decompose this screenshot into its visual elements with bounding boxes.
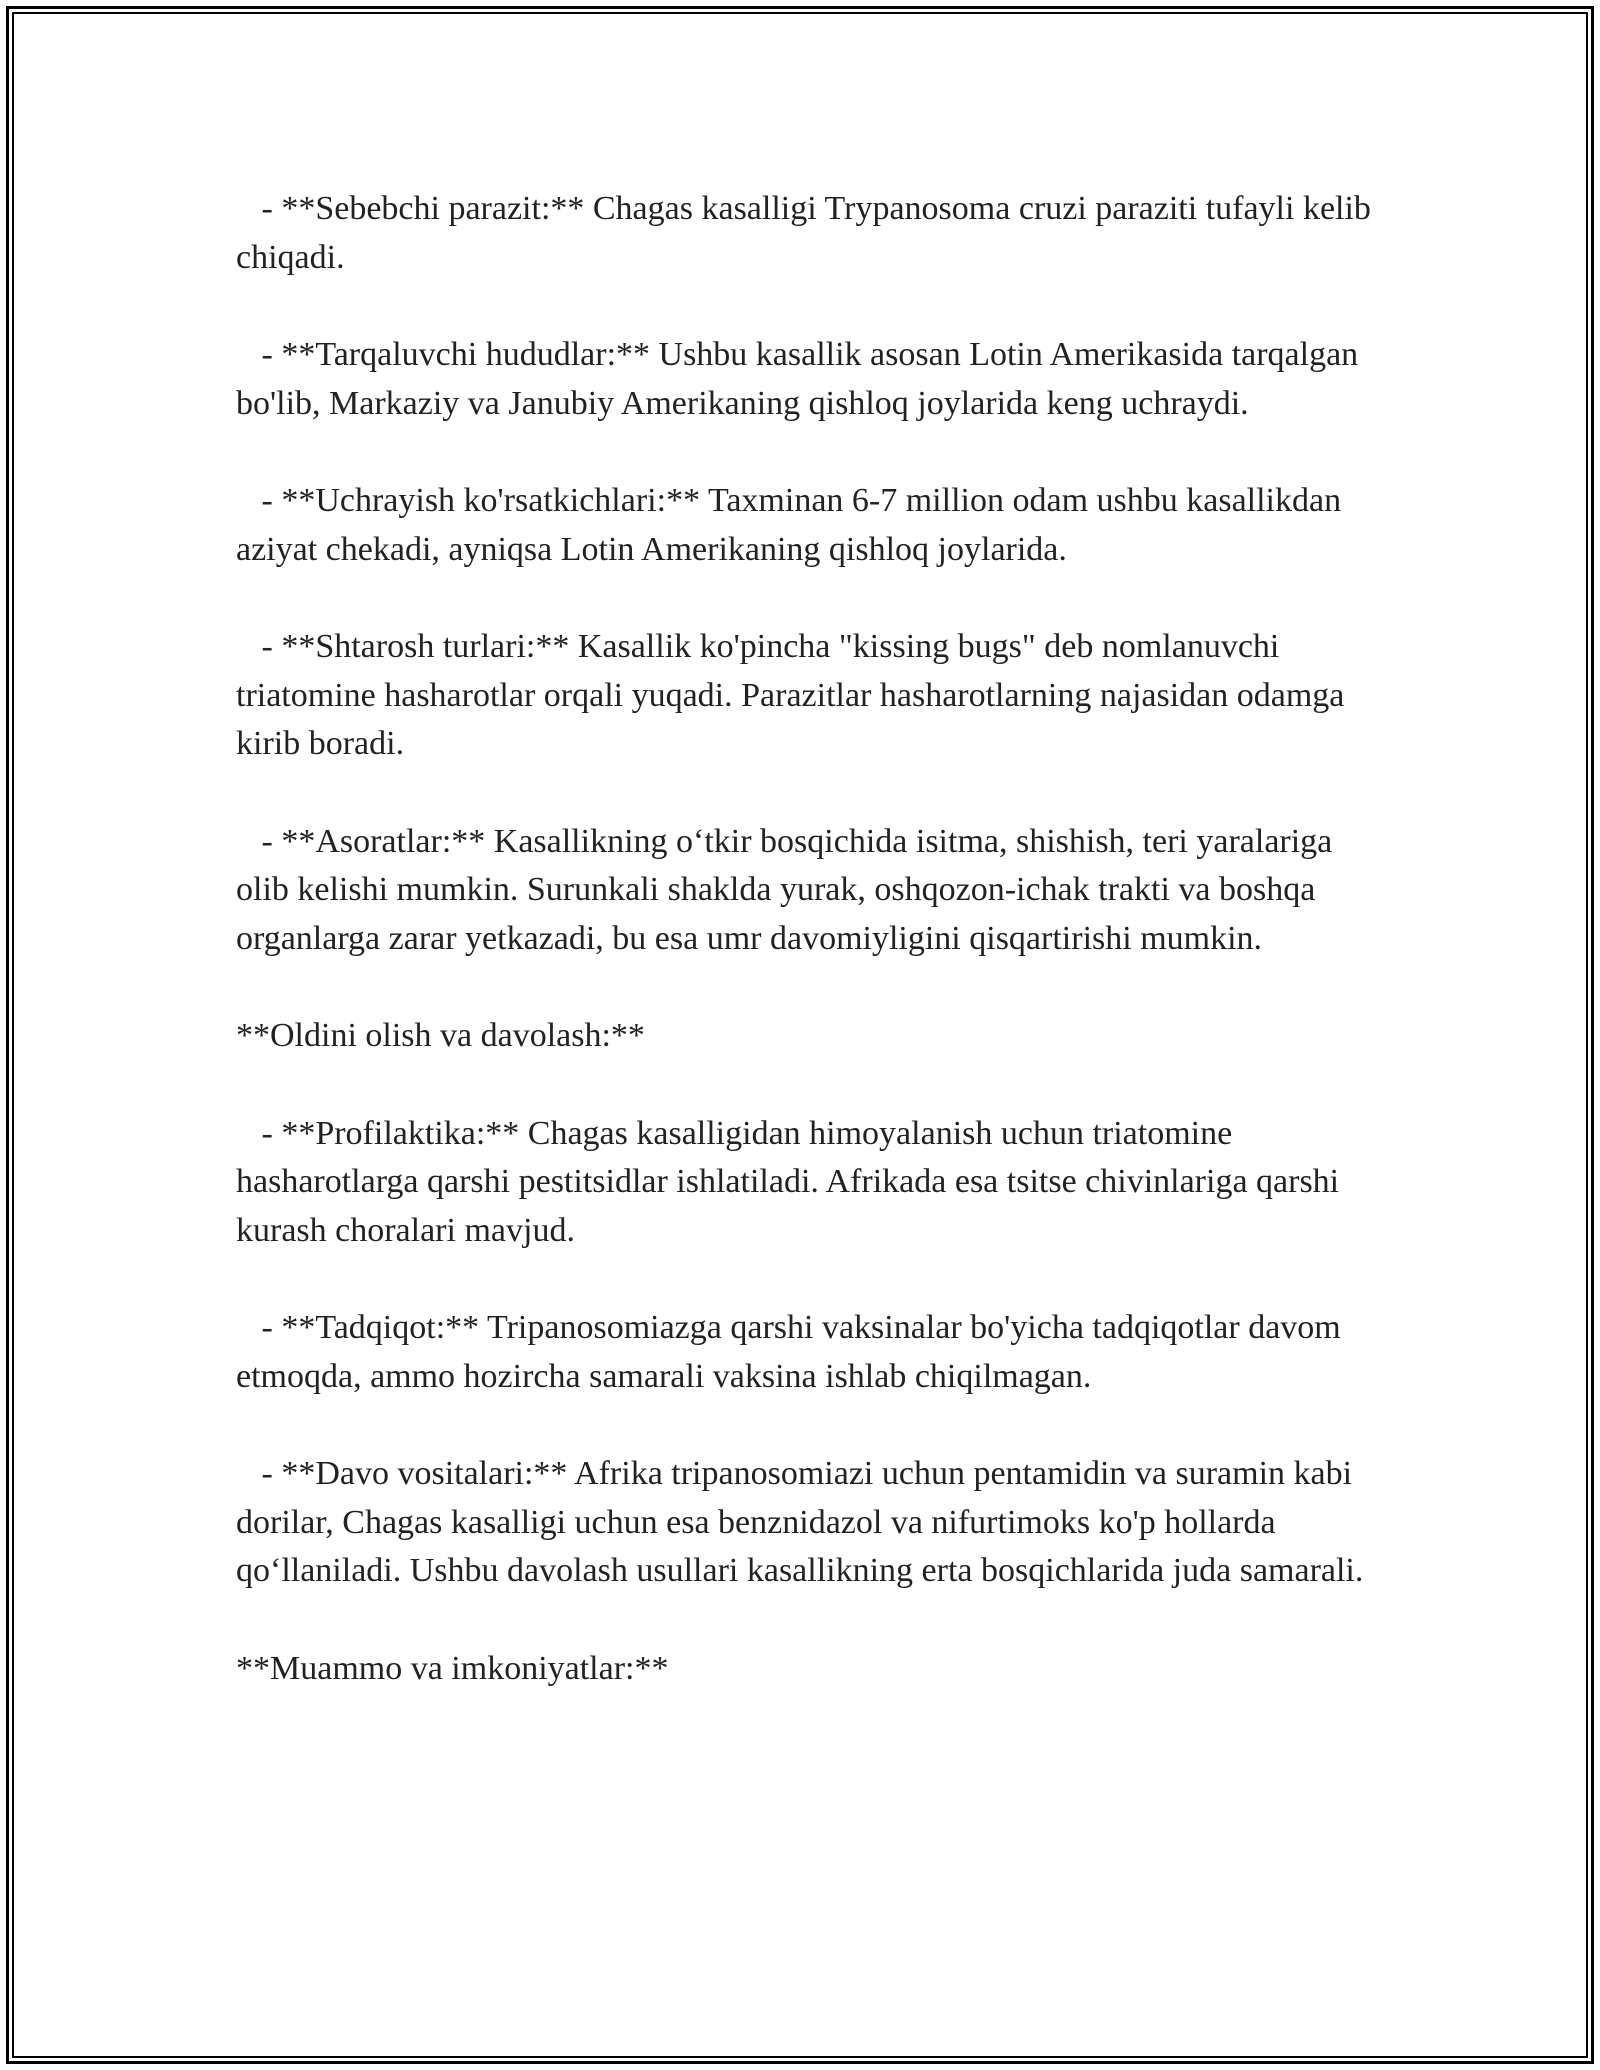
section-heading-oldini-olish: **Oldini olish va davolash:** (236, 1017, 645, 1054)
section-heading-muammo: **Muammo va imkoniyatlar:** (236, 1649, 669, 1687)
paragraph-davo-vositalari: - **Davo vositalari:** Afrika tripanosomiazi uchun pentamidin va suramin kabi dorilar, Chagas kasalligi uchun esa benznidazol va nifurtimoks ko'p hollarda qo‘llaniladi. Ushbu davolash usullari kasallikning erta bosqichlarida juda samarali. (236, 1455, 1364, 1589)
paragraph-shtarosh-turlari: - **Shtarosh turlari:** Kasallik ko'pincha "kissing bugs" deb nomlanuvchi triatomine hasharotlar orqali yuqadi. Parazitlar hasharotlarning najasidan odamga kirib boradi. (236, 628, 1353, 762)
paragraph-tadqiqot: - **Tadqiqot:** Tripanosomiazga qarshi vaksinalar bo'yicha tadqiqotlar davom etmoqda, ammo hozircha samarali vaksina ishlab chiqilmagan. (236, 1309, 1350, 1395)
paragraph-asoratlar: - **Asoratlar:** Kasallikning o‘tkir bosqichida isitma, shishish, teri yaralariga olib kelishi mumkin. Surunkali shaklda yurak, oshqozon-ichak trakti va boshqa organlarga zarar yetkazadi, bu esa umr davomiyligini qisqartirishi mumkin. (236, 822, 1341, 957)
paragraph-sebebchi-parazit: - **Sebebchi parazit:** Chagas kasalligi Trypanosoma cruzi paraziti tufayli kelib chiqadi. (236, 190, 1380, 276)
paragraph-tarqaluvchi-hududlar: - **Tarqaluvchi hududlar:** Ushbu kasallik asosan Lotin Amerikasida tarqalgan bo'lib, Markaziy va Janubiy Amerikaning qishloq joylarida keng uchraydi. (236, 336, 1367, 422)
paragraph-profilaktika: - **Profilaktika:** Chagas kasalligidan himoyalanish uchun triatomine hasharotlarga qarshi pestitsidlar ishlatiladi. Afrikada esa tsitse chivinlariga qarshi kurash choralari mavjud. (236, 1114, 1348, 1249)
document-body (236, 185, 1380, 1742)
paragraph-uchrayish-korsatkichlari: - **Uchrayish ko'rsatkichlari:** Taxminan 6-7 million odam ushbu kasallikdan aziyat chekadi, ayniqsa Lotin Amerikaning qishloq joylarida. (236, 482, 1350, 568)
